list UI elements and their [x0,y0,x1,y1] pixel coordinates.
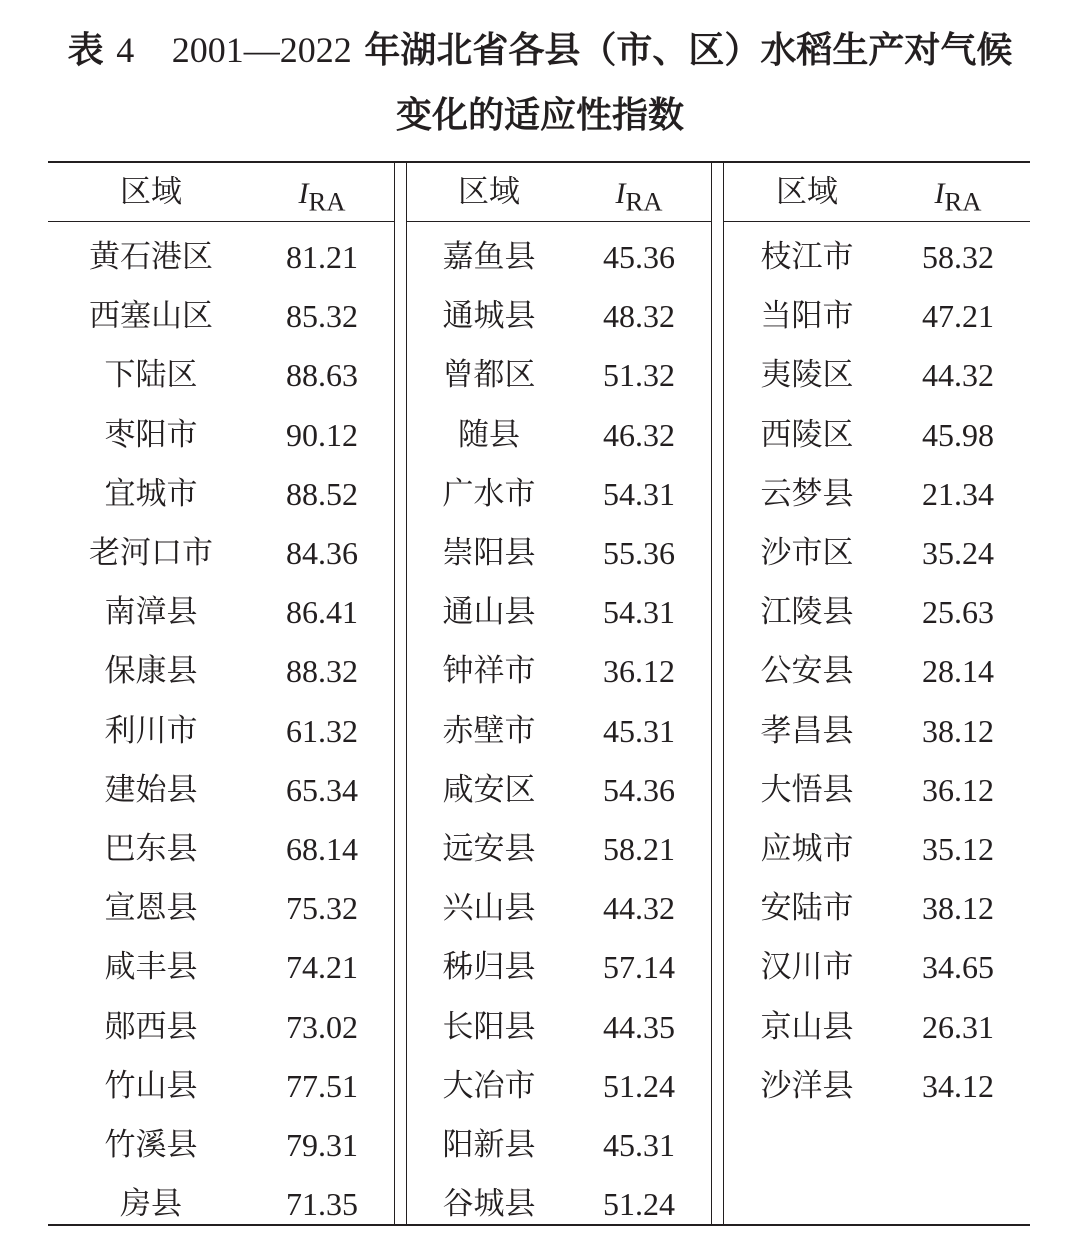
table-row [724,524,1030,583]
region-name: 汉川市 [760,949,854,986]
ira-value: 34.65 [922,949,994,986]
region-name: 郧西县 [104,1008,198,1045]
table-row [48,1116,394,1175]
table-column-group-2 [407,163,711,1224]
table-row [48,346,394,405]
region-name: 枣阳市 [104,416,198,453]
ira-value: 44.35 [603,1008,675,1045]
region-name: 钟祥市 [442,653,536,690]
region-name: 随县 [458,416,520,453]
region-name: 京山县 [760,1008,854,1045]
ira-value: 79.31 [286,1127,358,1163]
ira-value: 88.63 [286,357,358,394]
table-row [407,1057,711,1116]
ira-symbol: I [615,177,626,210]
table-row [724,998,1030,1057]
table-row [407,1116,711,1175]
region-name: 宣恩县 [104,890,198,927]
region-name: 西塞山区 [89,298,213,335]
ira-value: 88.32 [286,653,358,690]
ira-symbol: I [298,177,309,210]
ira-value: 28.14 [922,653,994,690]
region-name: 嘉鱼县 [442,239,536,275]
table-row [48,642,394,701]
table-row [48,820,394,879]
ira-value: 48.32 [603,298,675,335]
region-name: 赤壁市 [442,712,536,749]
ira-subscript: RA [308,186,346,217]
region-name: 沙市区 [760,535,854,571]
region-name: 保康县 [104,653,198,690]
table-row [407,583,711,642]
ira-value: 58.32 [922,239,994,275]
table-header [724,163,1030,222]
ira-value: 55.36 [603,535,675,571]
table-row [724,346,1030,405]
region-name: 远安县 [442,831,536,867]
header-region: 区域 [120,174,182,210]
table-row [48,1057,394,1116]
table-row [407,346,711,405]
ira-value: 75.32 [286,890,358,927]
ira-value: 36.12 [603,653,675,690]
header-ira [569,171,709,222]
caption-years: 2001—2022 [171,30,352,70]
table-row [407,938,711,997]
table-row [407,820,711,879]
region-name: 秭归县 [442,949,536,986]
ira-value: 90.12 [286,416,358,453]
ira-subscript: RA [625,186,663,217]
table-caption-line-2: 变化的适应性指数 [395,95,684,136]
ira-value: 54.31 [603,475,675,512]
region-name: 咸安区 [442,771,536,808]
region-name: 竹山县 [104,1067,198,1104]
region-name: 南漳县 [104,594,198,631]
ira-value: 77.51 [286,1067,358,1104]
region-name: 江陵县 [760,594,854,631]
region-name: 兴山县 [442,890,536,927]
ira-value: 21.34 [922,475,994,512]
table-column-group-3 [724,163,1030,1224]
region-name: 孝昌县 [760,712,854,749]
region-name: 沙洋县 [760,1067,854,1104]
region-name: 当阳市 [760,298,854,335]
table-row [724,465,1030,524]
table-row [724,406,1030,465]
ira-value: 58.21 [603,831,675,867]
ira-value: 47.21 [922,298,994,335]
region-name: 崇阳县 [442,535,536,571]
region-name: 枝江市 [760,239,854,275]
ira-value: 35.24 [922,535,994,571]
region-name: 长阳县 [442,1008,536,1045]
table-row [407,998,711,1057]
header-region: 区域 [458,174,520,210]
region-name: 下陆区 [104,357,198,394]
region-name: 公安县 [760,653,854,690]
ira-value: 84.36 [286,535,358,571]
ira-value: 81.21 [286,239,358,275]
table-row [48,879,394,938]
table-row [724,702,1030,761]
region-name: 大冶市 [442,1067,536,1104]
ira-value: 54.31 [603,594,675,631]
table-row [407,465,711,524]
table-caption-line-1 [0,24,1080,77]
ira-subscript: RA [944,186,982,217]
ira-value: 65.34 [286,771,358,808]
region-name: 应城市 [760,831,854,867]
table-row [48,406,394,465]
ira-value: 57.14 [603,949,675,986]
ira-value: 46.32 [603,416,675,453]
ira-value: 85.32 [286,298,358,335]
region-name: 谷城县 [442,1186,536,1223]
table-row [48,998,394,1057]
table-row [407,406,711,465]
ira-value: 51.32 [603,357,675,394]
ira-value: 25.63 [922,594,994,631]
table-row [48,287,394,346]
header-region: 区域 [776,174,838,210]
ira-value: 26.31 [922,1008,994,1045]
column-divider [394,163,395,1224]
ira-value: 54.36 [603,771,675,808]
caption-table-number: 4 [116,30,135,70]
region-name: 通城县 [442,298,536,335]
table-row [48,465,394,524]
ira-value: 35.12 [922,831,994,867]
header-ira [888,171,1028,222]
region-name: 竹溪县 [104,1127,198,1163]
ira-value: 34.12 [922,1067,994,1104]
table-row [724,938,1030,997]
ira-value: 44.32 [603,890,675,927]
table-row [407,879,711,938]
region-name: 宜城市 [104,475,198,512]
table-row [724,642,1030,701]
region-name: 夷陵区 [760,357,854,394]
table-column-group-1 [48,163,394,1224]
ira-value: 51.24 [603,1186,675,1223]
ira-value: 74.21 [286,949,358,986]
table-row [407,228,711,287]
table-row [407,287,711,346]
region-name: 安陆市 [760,890,854,927]
table-header [48,163,394,222]
ira-value: 71.35 [286,1186,358,1223]
ira-value: 51.24 [603,1067,675,1104]
ira-value: 44.32 [922,357,994,394]
table-row [48,583,394,642]
region-name: 咸丰县 [104,949,198,986]
table-row [724,879,1030,938]
region-name: 通山县 [442,594,536,631]
region-name: 黄石港区 [89,239,213,275]
region-name: 广水市 [442,475,536,512]
table-row [724,1057,1030,1116]
header-ira [252,171,392,222]
region-name: 曾都区 [442,357,536,394]
table-row [724,287,1030,346]
table-row [48,524,394,583]
ira-value: 68.14 [286,831,358,867]
region-name: 大悟县 [760,771,854,808]
table-row [407,642,711,701]
region-name: 利川市 [104,712,198,749]
region-name: 建始县 [104,771,198,808]
ira-value: 86.41 [286,594,358,631]
ira-value: 45.36 [603,239,675,275]
ira-value: 38.12 [922,890,994,927]
region-name: 老河口市 [89,535,213,571]
ira-value: 61.32 [286,712,358,749]
ira-value: 45.31 [603,712,675,749]
table-row [724,761,1030,820]
region-name: 阳新县 [442,1127,536,1163]
region-name: 巴东县 [104,831,198,867]
table-row [724,583,1030,642]
table-row [407,524,711,583]
ira-value: 36.12 [922,771,994,808]
ira-value: 88.52 [286,475,358,512]
table-row [48,938,394,997]
ira-value: 73.02 [286,1008,358,1045]
ira-symbol: I [934,177,945,210]
region-name: 西陵区 [760,416,854,453]
ira-value: 45.31 [603,1127,675,1163]
region-name: 云梦县 [760,475,854,512]
table-row [48,1175,394,1234]
caption-text: 年湖北省各县（市、区）水稻生产对气候 [364,30,1013,71]
table-header [407,163,711,222]
caption-prefix: 表 [67,30,104,71]
table-row [407,1175,711,1234]
table-row [724,820,1030,879]
table-row [724,228,1030,287]
column-divider [711,163,712,1224]
table-row [48,702,394,761]
table-row [48,228,394,287]
region-name: 房县 [120,1186,182,1223]
table-row [407,761,711,820]
table-row [407,702,711,761]
ira-value: 45.98 [922,416,994,453]
ira-value: 38.12 [922,712,994,749]
table-row [48,761,394,820]
